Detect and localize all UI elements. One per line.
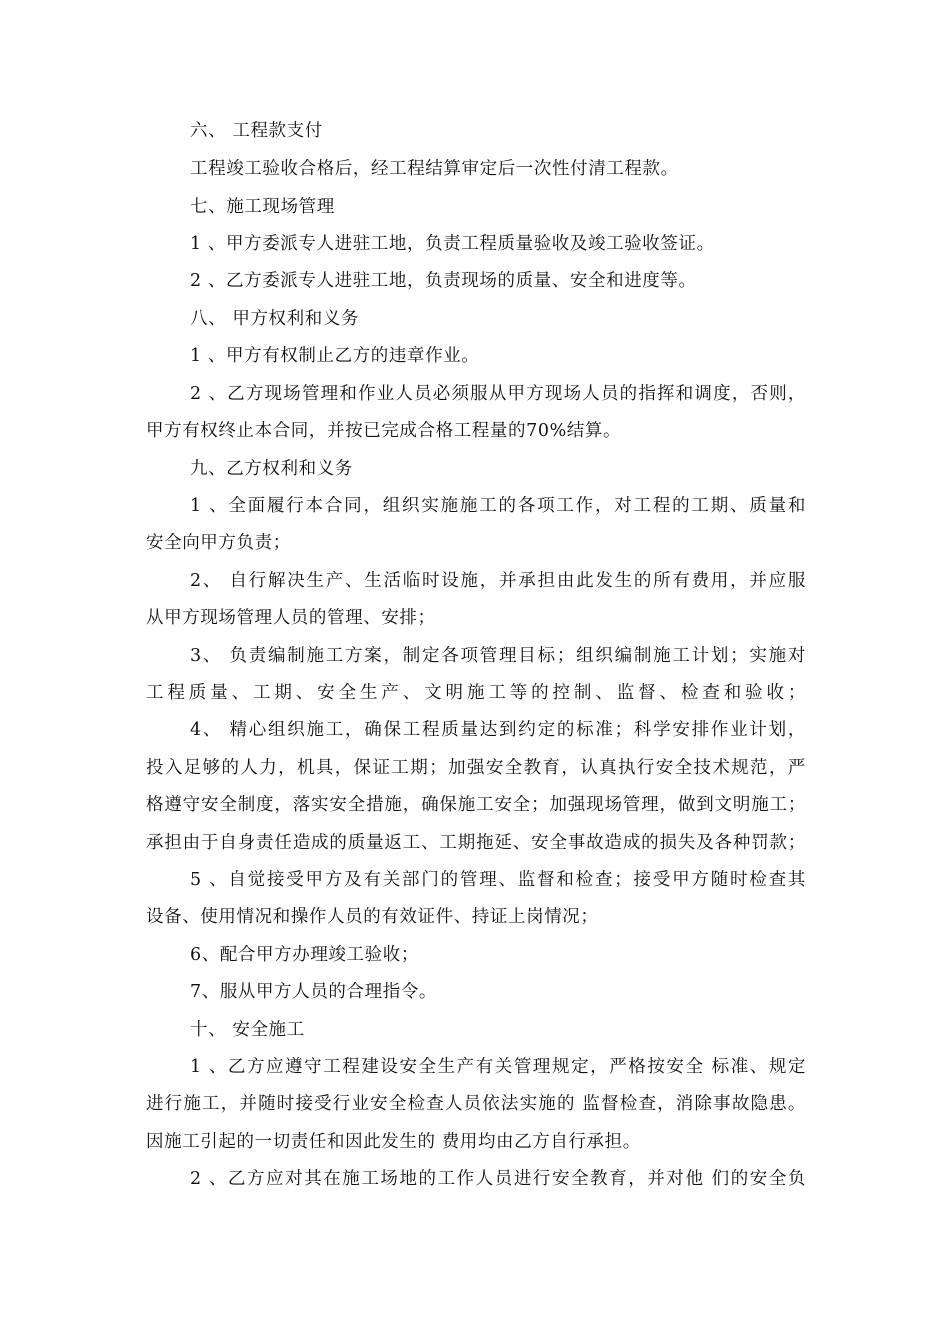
paragraph-line: 2 、乙方委派专人进驻工地，负责现场的质量、安全和进度等。	[190, 271, 697, 291]
paragraph-line: 6、配合甲方办理竣工验收；	[190, 945, 419, 965]
paragraph-line: 1 、甲方有权制止乙方的违章作业。	[190, 346, 480, 366]
paragraph-line: 安全向甲方负责；	[146, 533, 291, 553]
paragraph-line: 3、 负责编制施工方案，制定各项管理目标；组织编制施工计划；实施对	[190, 646, 806, 666]
section-heading-7: 七、施工现场管理	[190, 197, 335, 217]
paragraph-line: 2、 自行解决生产、生活临时设施，并承担由此发生的所有费用，并应服	[190, 571, 806, 591]
paragraph-line: 投入足够的人力，机具，保证工期；加强安全教育，认真执行安全技术规范，严	[146, 758, 806, 778]
paragraph-line: 7、服从甲方人员的合理指令。	[190, 982, 438, 1002]
paragraph-line: 1 、全面履行本合同，组织实施施工的各项工作，对工程的工期、质量和	[190, 496, 806, 516]
section-heading-6: 六、 工程款支付	[190, 121, 323, 141]
paragraph-line: 承担由于自身责任造成的质量返工、工期拖延、安全事故造成的损失及各种罚款；	[146, 833, 806, 853]
paragraph-line: 甲方有权终止本合同，并按已完成合格工程量的70%结算。	[146, 421, 622, 441]
paragraph-line: 工程质量、工期、安全生产、文明施工等的控制、监督、检查和验收；	[146, 683, 806, 703]
paragraph-line: 5 、自觉接受甲方及有关部门的管理、监督和检查；接受甲方随时检查其	[190, 870, 806, 890]
paragraph-line: 从甲方现场管理人员的管理、安排；	[146, 608, 436, 628]
paragraph-line: 进行施工，并随时接受行业安全检查人员依法实施的 监督检查，消除事故隐患。	[146, 1094, 806, 1114]
paragraph-line: 1 、乙方应遵守工程建设安全生产有关管理规定，严格按安全 标准、规定	[190, 1057, 806, 1077]
paragraph-line: 格遵守安全制度，落实安全措施，确保施工安全；加强现场管理，做到文明施工；	[146, 795, 806, 815]
paragraph-line: 2 、乙方现场管理和作业人员必须服从甲方现场人员的指挥和调度，否则，	[190, 384, 806, 404]
section-heading-8: 八、 甲方权利和义务	[190, 309, 360, 329]
paragraph-line: 2 、乙方应对其在施工场地的工作人员进行安全教育，并对他 们的安全负	[190, 1169, 806, 1189]
paragraph-line: 因施工引起的一切责任和因此发生的 费用均由乙方自行承担。	[146, 1132, 641, 1152]
section-heading-10: 十、 安全施工	[190, 1020, 305, 1040]
paragraph-line: 设备、使用情况和操作人员的有效证件、持证上岗情况；	[146, 907, 599, 927]
paragraph-line: 1 、甲方委派专人进驻工地，负责工程质量验收及竣工验收签证。	[190, 234, 715, 254]
paragraph-line: 工程竣工验收合格后，经工程结算审定后一次性付清工程款。	[190, 159, 679, 179]
paragraph-line: 4、 精心组织施工，确保工程质量达到约定的标准；科学安排作业计划，	[190, 720, 806, 740]
section-heading-9: 九、乙方权利和义务	[190, 459, 353, 479]
